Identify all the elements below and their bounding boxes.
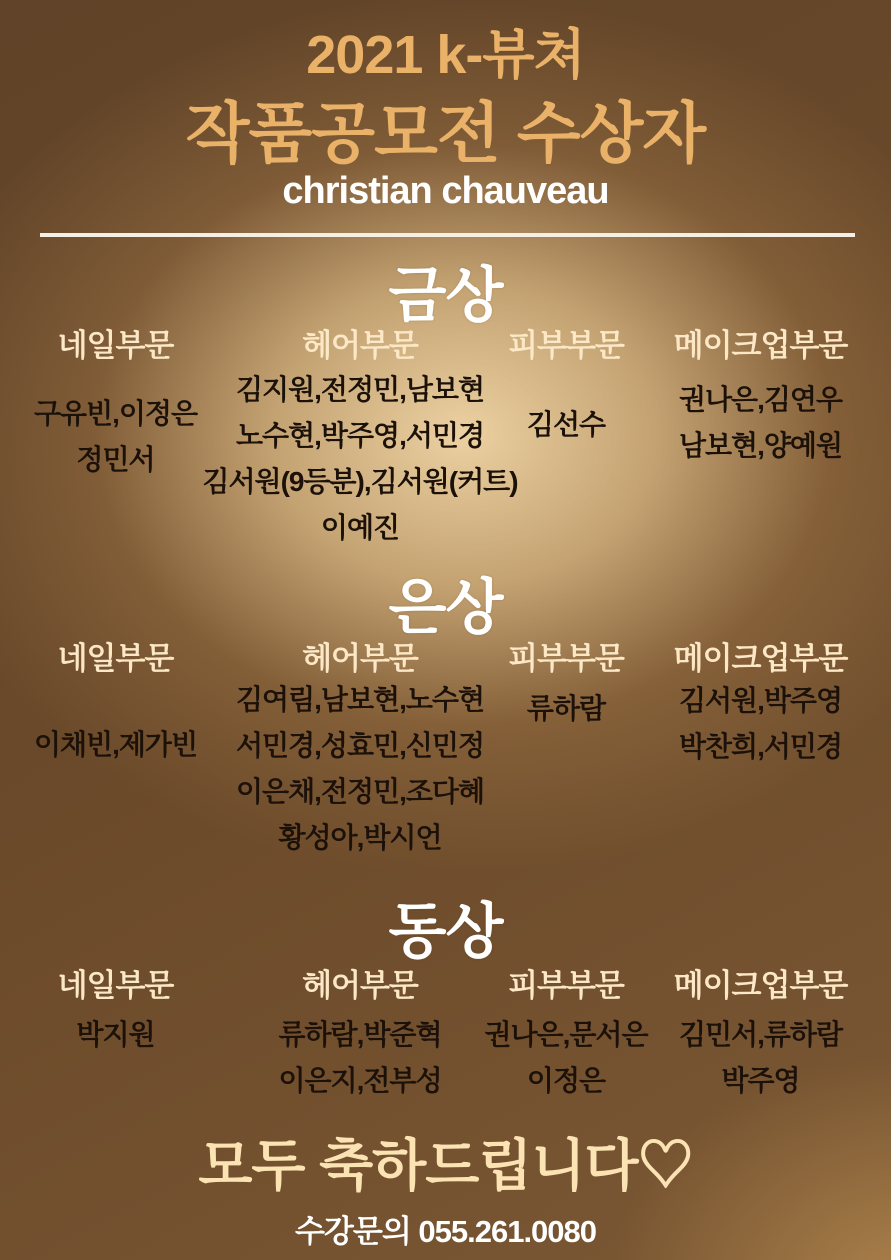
winner-line: 박지원	[76, 1019, 155, 1050]
contact-phone: 수강문의 055.261.0080	[294, 1214, 597, 1249]
section-title-gold: 금상	[388, 262, 503, 329]
winner-line: 류하람,박준혁	[278, 1019, 442, 1050]
winner-line: 김지원,전정민,남보현	[236, 374, 484, 405]
winner-line: 박찬희,서민경	[678, 731, 843, 762]
winner-line: 김민서,류하람	[678, 1019, 843, 1050]
winner-line: 류하람	[526, 693, 606, 724]
winner-list-gold-hair	[165, 367, 555, 551]
winner-line: 이은지,전부성	[278, 1065, 442, 1096]
winner-list-bronze-makeup	[638, 1012, 883, 1104]
column-header-hair-silver: 헤어부문	[302, 641, 418, 676]
winner-line: 남보현,양예원	[678, 430, 843, 461]
winner-line: 박주영	[721, 1065, 800, 1096]
winner-list-silver-makeup	[638, 678, 883, 770]
column-header-skin-bronze: 피부부문	[508, 968, 624, 1003]
poster-year-title: 2021 k-뷰쳐	[306, 25, 585, 85]
winner-line: 김서원,박주영	[678, 685, 843, 716]
winner-line: 김서원(9등분),김서원(커트)	[202, 466, 518, 497]
winner-line: 이정은	[526, 1065, 606, 1096]
winner-line: 김선수	[526, 409, 606, 440]
divider-line	[40, 233, 855, 237]
column-header-makeup-silver: 메이크업부문	[673, 641, 848, 676]
winner-line: 이은채,전정민,조다혜	[236, 776, 484, 807]
winner-line: 황성아,박시언	[278, 822, 442, 853]
brand-name: christian chauveau	[282, 170, 609, 212]
winner-line: 구유빈,이정은	[33, 398, 198, 429]
section-title-silver: 은상	[388, 574, 503, 641]
winner-line: 이채빈,제가빈	[33, 729, 198, 760]
column-header-hair-bronze: 헤어부문	[302, 968, 418, 1003]
column-header-makeup-gold: 메이크업부문	[673, 328, 848, 363]
column-header-nail-gold: 네일부문	[57, 328, 174, 363]
section-title-bronze: 동상	[388, 898, 503, 965]
poster-main-title: 작품공모전 수상자	[185, 96, 706, 170]
winner-list-gold-makeup	[638, 377, 883, 469]
winner-line: 권나은,문서은	[484, 1019, 648, 1050]
column-header-skin-gold: 피부부문	[508, 328, 624, 363]
congratulations-message: 모두 축하드립니다♡	[198, 1134, 693, 1197]
column-header-makeup-bronze: 메이크업부문	[673, 968, 848, 1003]
winner-line: 노수현,박주영,서민경	[236, 420, 484, 451]
winner-line: 권나은,김연우	[678, 384, 843, 415]
column-header-nail-silver: 네일부문	[57, 641, 174, 676]
column-header-hair-gold: 헤어부문	[302, 328, 418, 363]
column-header-skin-silver: 피부부문	[508, 641, 624, 676]
winner-line: 정민서	[76, 444, 155, 475]
winner-line: 서민경,성효민,신민정	[236, 730, 484, 761]
column-header-nail-bronze: 네일부문	[57, 968, 174, 1003]
winner-line: 이예진	[320, 512, 400, 543]
winner-line: 김여림,남보현,노수현	[236, 684, 484, 715]
